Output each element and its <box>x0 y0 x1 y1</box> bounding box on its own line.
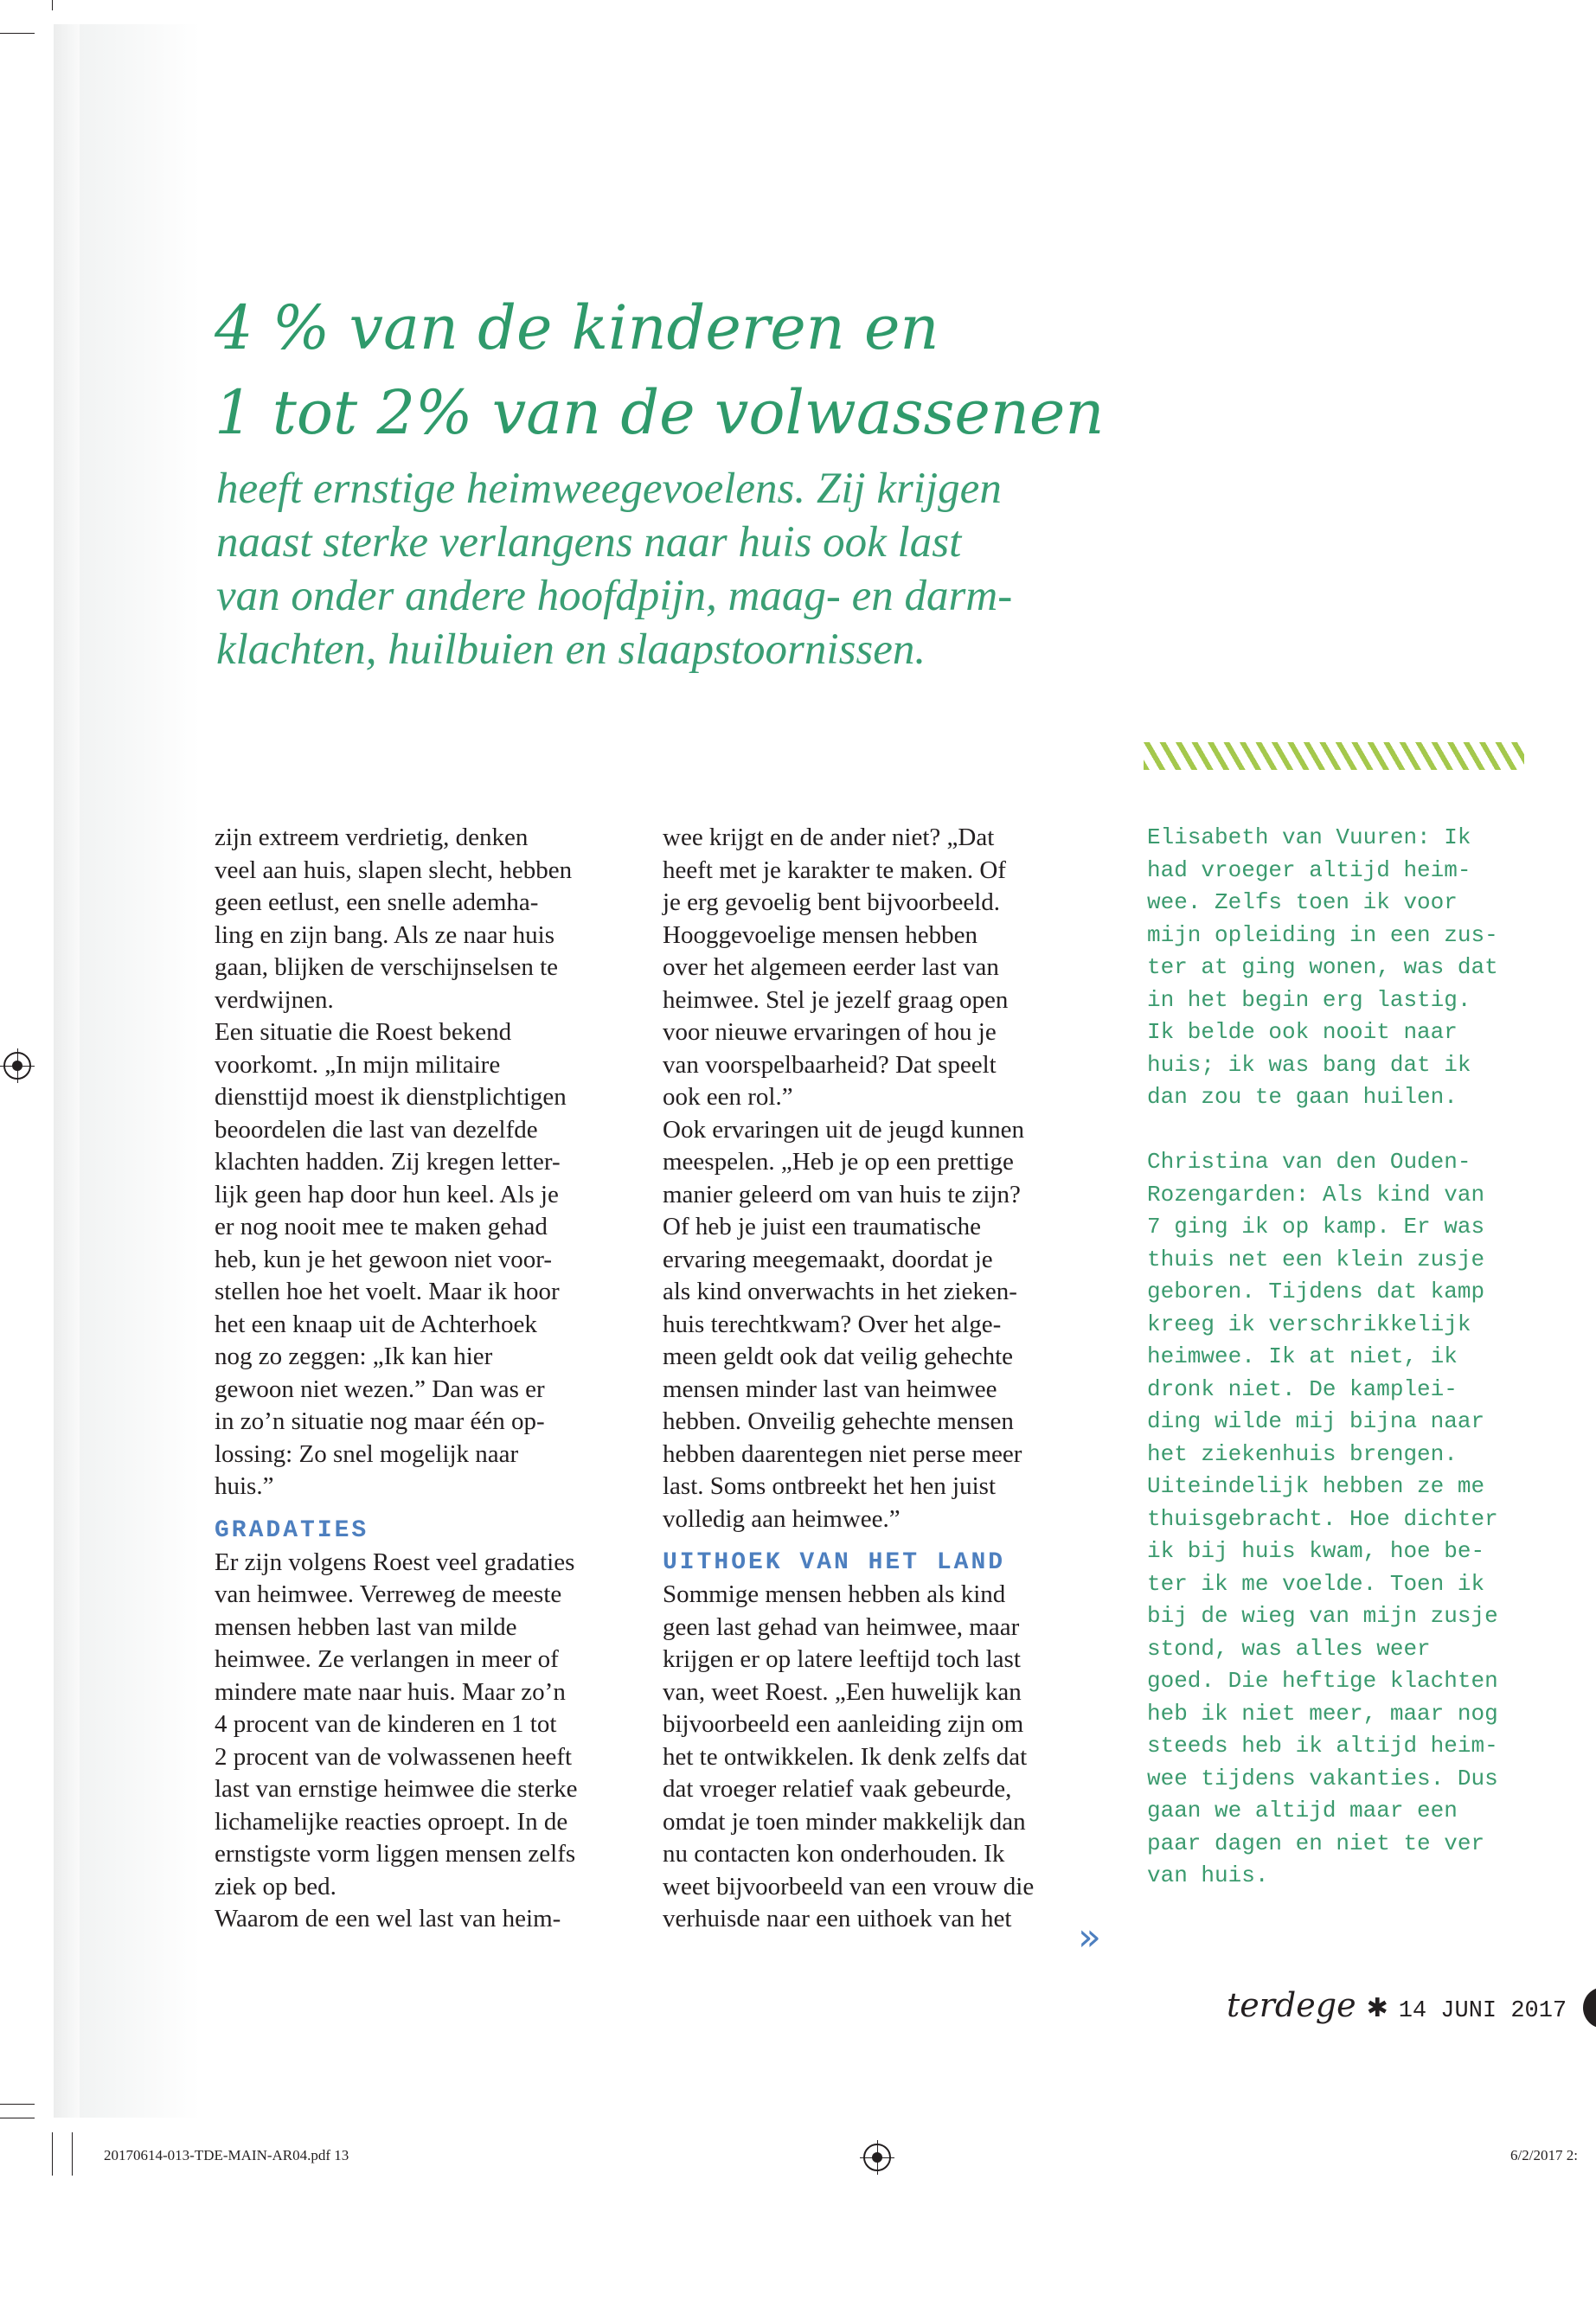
page-edge-texture <box>54 24 80 2118</box>
paragraph: Sommige mensen hebben als kind geen last gehad van heimwee, maar krijgen er op latere leeftijd toch last van, weet Roest. „Een huwelijk kan bijvoorbeeld een aanleiding zijn om het te ontwikkelen. Ik denk zelfs dat dat vroeger relatief vaak gebeurde, omdat je toen minder makkelijk dan nu contacten kon onderhouden. Ik weet bijvoorbeeld van een vrouw die verhuisde naar een uithoek van het <box>663 1580 1035 1932</box>
section-heading-uithoek: UITHOEK VAN HET LAND <box>663 1549 1006 1576</box>
page-number-badge <box>1583 1987 1596 2029</box>
headline <box>215 285 1104 455</box>
crop-mark <box>0 33 35 34</box>
page-footer <box>1227 1986 1567 2024</box>
continue-arrow-icon: » <box>1078 1915 1101 1959</box>
crop-mark <box>52 2132 53 2176</box>
headline-line: 4 % van de kinderen en <box>215 292 939 363</box>
section-heading-gradaties: GRADATIES <box>215 1516 369 1544</box>
paragraph: Er zijn volgens Roest veel gradaties van heimwee. Verreweg de meeste mensen hebben last van milde heimwee. Ze verlangen in meer of mindere mate naar huis. Maar zo’n 4 procent van de kinderen en 1 tot 2 procent van de volwassenen heeft last van ernstige heimwee die sterke lichamelijke reacties oproept. In de ernstigste vorm liggen mensen zelfs ziek op bed. <box>215 1548 578 1900</box>
magazine-name: terdege <box>1227 1986 1356 2024</box>
headline-line: 1 tot 2% van de volwassenen <box>215 377 1105 448</box>
quote-christina: Christina van den Ouden- Rozengarden: Als kind van 7 ging ik op kamp. Er was thuis net een klein zusje geboren. Tijdens dat kamp kreeg ik verschrikkelijk heimwee. Ik at niet, ik dronk niet. De kamplei- ding wilde mij bijna naar het ziekenhuis brengen. Uiteindelijk hebben ze me thuisgebracht. Hoe dichter ik bij huis kwam, hoe be- ter ik me voelde. Toen ik bij de wieg van mijn zusje stond, was alles weer goed. Die heftige klachten heb ik niet meer, maar nog steeds heb ik altijd heim- wee tijdens vakanties. Dus gaan we altijd maar een paar dagen en niet te ver van huis. <box>1147 1149 1498 1888</box>
paragraph: Een situatie die Roest bekend voorkomt. „In mijn militaire diensttijd moest ik dienstplichtigen beoordelen die last van dezelfde klachten hadden. Zij kregen letter- lijk geen hap door hun keel. Als je er nog nooit mee te maken gehad heb, kun je het gewoon niet voor- stellen hoe het voelt. Maar ik hoor het een knaap uit de Achterhoek nog zo zeggen: „Ik kan hier gewoon niet wezen.” Dan was er in zo’n situatie nog maar één op- lossing: Zo snel mogelijk naar huis.” <box>215 1018 567 1500</box>
subheading-line: heeft ernstige heimweegevoelens. Zij krijgen <box>216 465 1002 513</box>
subheading <box>216 462 1125 676</box>
registration-mark-icon <box>3 1052 31 1080</box>
crop-mark <box>72 2132 73 2176</box>
star-separator-icon: ✱ <box>1366 1993 1388 2023</box>
subheading-line: naast sterke verlangens naar huis ook last <box>216 518 962 567</box>
paragraph: Waarom de een wel last van heim- <box>215 1905 561 1932</box>
decorative-stripes <box>1144 742 1524 770</box>
article-column-1 <box>215 822 647 1936</box>
paragraph: Ook ervaringen uit de jeugd kunnen meespelen. „Heb je op een prettige manier geleerd om van huis te zijn? Of heb je juist een traumatische ervaring meegemaakt, doordat je als kind onverwachts in het zieken- huis terechtkwam? Over het alge- meen geldt ook dat veilig gehechte mensen minder last van heimwee hebben. Onveilig gehechte mensen hebben daarentegen niet perse meer last. Soms ontbreekt het hen juist volledig aan heimwee.” <box>663 1115 1024 1533</box>
spacer <box>1147 1114 1554 1147</box>
paper-texture <box>80 24 201 2118</box>
quote-elisabeth: Elisabeth van Vuuren: Ik had vroeger altijd heim- wee. Zelfs toen ik voor mijn opleiding in een zus- ter at ging wonen, was dat in het begin erg lastig. Ik belde ook nooit naar huis; ik was bang dat ik dan zou te gaan huilen. <box>1147 824 1498 1110</box>
paragraph: wee krijgt en de ander niet? „Dat heeft met je karakter te maken. Of je erg gevoelig bent bijvoorbeeld. Hooggevoelige mensen hebben over het algemeen eerder last van heimwee. Stel je jezelf graag open voor nieuwe ervaringen of hou je van voorspelbaarheid? Dat speelt ook een rol.” <box>663 824 1009 1111</box>
print-slug-timestamp: 6/2/2017 2: <box>1510 2147 1578 2163</box>
issue-date: 14 JUNI 2017 <box>1398 1998 1567 2024</box>
print-slug-filename: 20170614-013-TDE-MAIN-AR04.pdf 13 <box>104 2147 349 2163</box>
subheading-line: van onder andere hoofdpijn, maag- en darm- <box>216 572 1013 620</box>
article-column-2 <box>663 822 1095 1936</box>
crop-mark <box>52 0 53 10</box>
paragraph: zijn extreem verdrietig, denken veel aan huis, slapen slecht, hebben geen eetlust, een snelle ademha- ling en zijn bang. Als ze naar huis gaan, blijken de verschijnselsen te verdwijnen. <box>215 824 573 1014</box>
subheading-line: klachten, huilbuien en slaapstoornissen. <box>216 625 926 674</box>
crop-mark <box>0 2104 35 2105</box>
registration-mark-icon <box>863 2144 891 2171</box>
sidebar-quotes <box>1147 822 1554 1893</box>
